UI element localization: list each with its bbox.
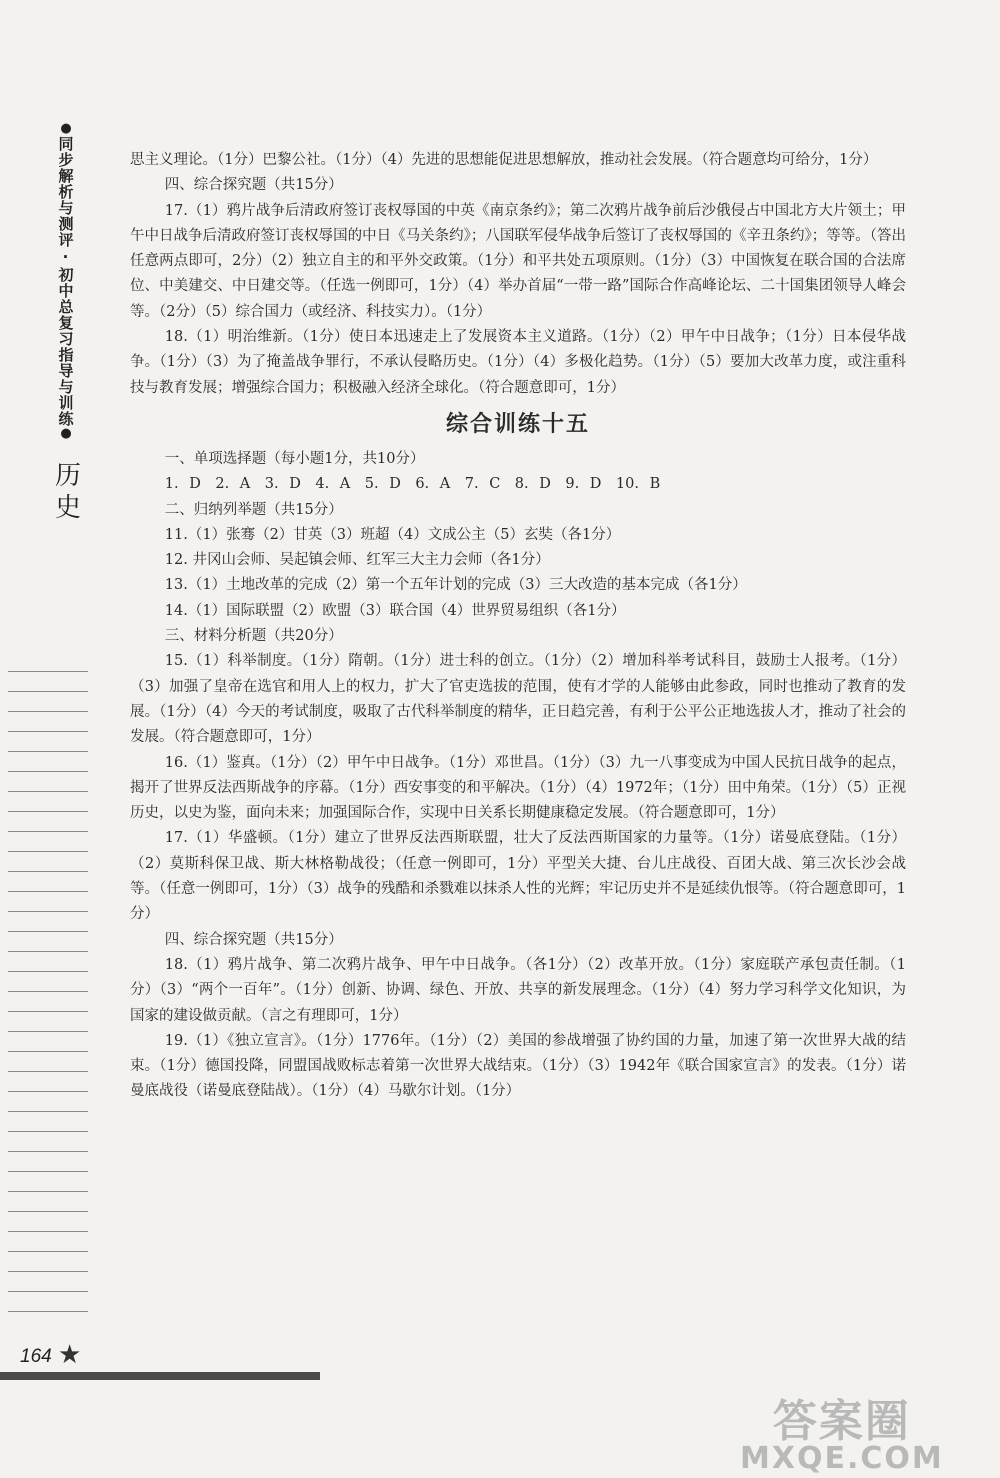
answer-paragraph: 12. 井冈山会师、吴起镇会师、红军三大主力会师（各1分） — [164, 552, 550, 569]
section-heading: 二、归纳列举题（共15分） — [164, 501, 343, 518]
section-heading: 一、单项选择题（每小题1分，共10分） — [164, 450, 425, 467]
answer-paragraph: 18.（1）鸦片战争、第二次鸦片战争、甲午中日战争。（各1分）（2）改革开放。（1分）家庭联产承包责任制。（1分）（3）“两个一百年”。（1分）创新、协调、绿色、开放、共享的新发展理念。（1分）（4）努力学习科学文化知识，为国家的建设做贡献。（言之有理即可，1分） — [130, 956, 906, 1024]
section-heading: 四、综合探究题（共15分） — [164, 931, 343, 948]
answer-paragraph: 19.（1）《独立宣言》。（1分）1776年。（1分）（2）美国的参战增强了协约国的力量，加速了第一次世界大战的结束。（1分）德国投降，同盟国战败标志着第一次世界大战结束。（1分）（3）1942年《联合国家宣言》的发表。（1分）诺曼底战役（诺曼底登陆战）。（1分）（4）马歇尔计划。（1分） — [130, 1032, 906, 1100]
bullet-icon: ● — [60, 121, 72, 136]
page-number: 164 — [20, 1346, 52, 1367]
watermark — [740, 1396, 944, 1476]
sidebar — [46, 122, 86, 525]
answer-paragraph: 14.（1）国际联盟（2）欧盟（3）联合国（4）世界贸易组织（各1分） — [164, 602, 626, 619]
page-content — [130, 148, 906, 1105]
answer-paragraph: 17.（1）鸦片战争后清政府签订丧权辱国的中英《南京条约》；第二次鸦片战争前后沙俄侵占中国北方大片领土；甲午中日战争后清政府签订丧权辱国的中日《马关条约》；八国联军侵华战争后签订了丧权辱国的《辛丑条约》；等等。（答出任意两点即可，2分）（2）独立自主的和平外交政策。（1分）和平共处五项原则。（1分）（3）中国恢复在联合国的合法席位、中美建交、中日建交等。（任选一例即可，1分）（4）举办首届“一带一路”国际合作高峰论坛、二十国集团领导人峰会等。（2分）（5）综合国力（或经济、科技实力）。（1分） — [130, 202, 906, 320]
footer-bar — [0, 1372, 320, 1380]
bullet-icon: ● — [60, 426, 72, 441]
answer-paragraph: 11.（1）张骞（2）甘英（3）班超（4）文成公主（5）玄奘（各1分） — [164, 526, 621, 543]
section-heading: 四、综合探究题（共15分） — [164, 177, 343, 194]
answer-paragraph: 17.（1）华盛顿。（1分）建立了世界反法西斯联盟，壮大了反法西斯国家的力量等。（1分）诺曼底登陆。（1分）（2）莫斯科保卫战、斯大林格勒战役；（任意一例即可，1分）平型关大捷、台儿庄战役、百团大战、第三次长沙会战等。（任意一例即可，1分）（3）战争的残酷和杀戮难以抹杀人性的光辉；牢记历史并不是延续仇恨等。（符合题意即可，1分） — [130, 830, 906, 923]
section-title: 综合训练十五 — [445, 411, 590, 437]
watermark-url: MXQE.COM — [740, 1441, 944, 1476]
margin-ruled-lines — [8, 652, 88, 1312]
watermark-logo: 答案圈 — [772, 1396, 911, 1447]
continued-paragraph: 思主义理论。（1分）巴黎公社。（1分）（4）先进的思想能促进思想解放，推动社会发展。（符合题意均可给分，1分） — [130, 152, 878, 168]
answer-paragraph: 15.（1）科举制度。（1分）隋朝。（1分）进士科的创立。（1分）（2）增加科举考试科目，鼓励士人报考。（1分）（3）加强了皇帝在选官和用人上的权力，扩大了官吏选拔的范围，使有才学的人能够由此参政，同时也推动了教育的发展。（1分）（4）今天的考试制度，吸取了古代科举制度的精华，正日趋完善，有利于公平公正地选拔人才，推动了社会的发展。（符合题意即可，1分） — [130, 653, 906, 746]
star-icon: ★ — [58, 1340, 82, 1370]
choice-answers: 1. D 2. A 3. D 4. A 5. D 6. A 7. C 8. D 9. D 10. B — [164, 476, 661, 493]
answer-paragraph: 16.（1）鉴真。（1分）（2）甲午中日战争。（1分）邓世昌。（1分）（3）九一八事变成为中国人民抗日战争的起点，揭开了世界反法西斯战争的序幕。（1分）西安事变的和平解决。（1分）（4）1972年；（1分）田中角荣。（1分）（5）正视历史，以史为鉴，面向未来；加强国际合作，实现中日关系长期健康稳定发展。（符合题意即可，1分） — [130, 754, 906, 822]
answer-paragraph: 13.（1）土地改革的完成（2）第一个五年计划的完成（3）三大改造的基本完成（各1分） — [164, 577, 747, 594]
answer-paragraph: 18.（1）明治维新。（1分）使日本迅速走上了发展资本主义道路。（1分）（2）甲午中日战争；（1分）日本侵华战争。（1分）（3）为了掩盖战争罪行，不承认侵略历史。（1分）（4）多极化趋势。（1分）（5）要加大改革力度，或注重科技与教育发展；增强综合国力；积极融入经济全球化。（符合题意即可，1分） — [130, 329, 906, 396]
section-heading: 三、材料分析题（共20分） — [164, 628, 343, 645]
series-title: 同步解析与测评·初中总复习指导与训练 — [56, 136, 75, 427]
subject-label: 历史 — [50, 461, 81, 525]
